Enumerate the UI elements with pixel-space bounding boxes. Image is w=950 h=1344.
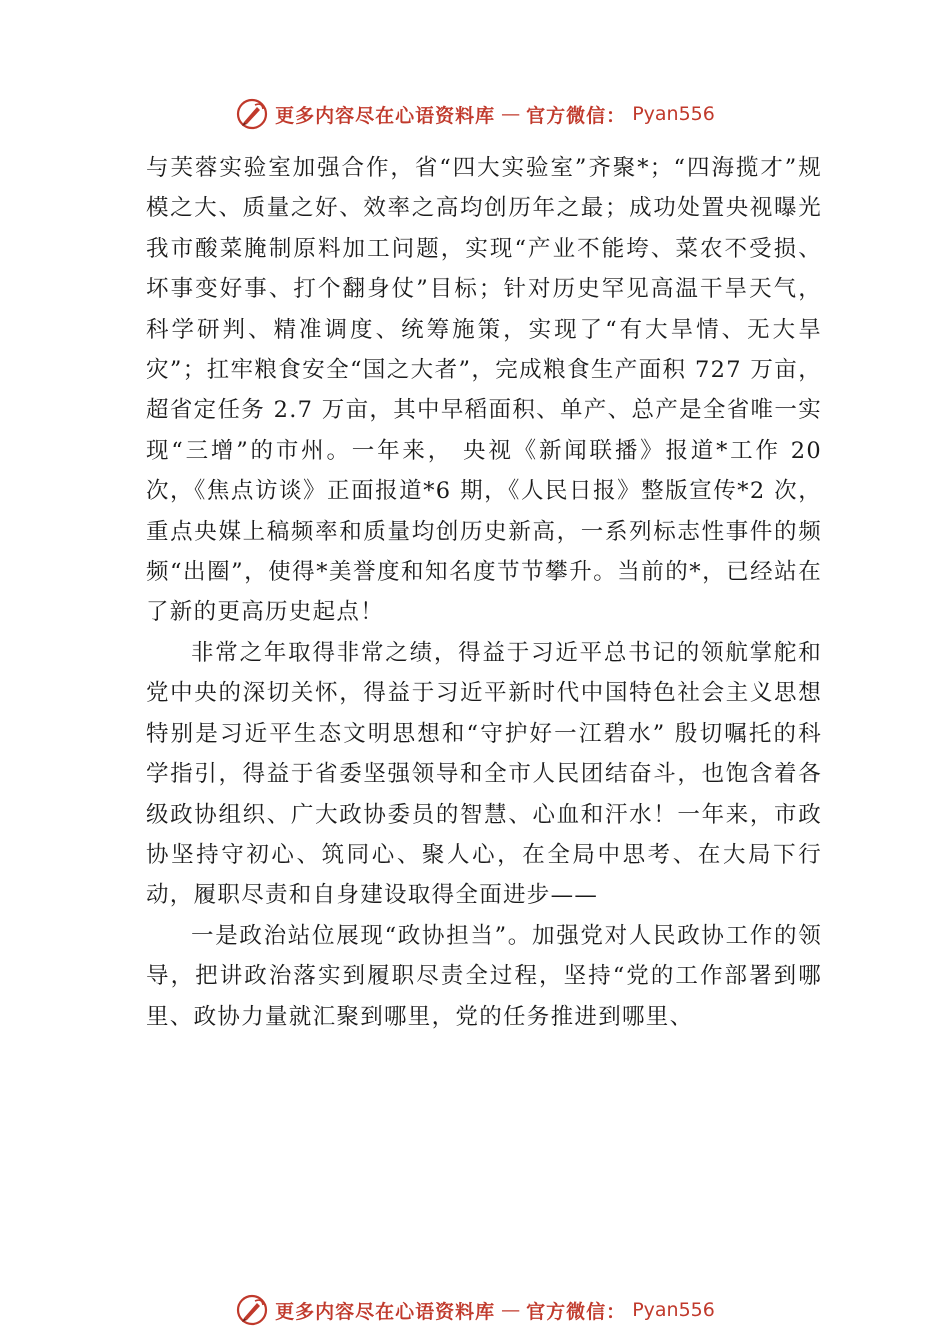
watermark-separator: — bbox=[501, 103, 521, 125]
paragraph-1: 与芙蓉实验室加强合作，省“四大实验室”齐聚*；“四海揽才”规模之大、质量之好、效率之高均创历年之最；成功处置央视曝光我市酸菜腌制原料加工问题，实现“产业不能垮、菜农不受损、坏事变好事、打个翻身仗”目标；针对历史罕见高温干旱天气，科学研判、精准调度、统筹施策，实现了“有大旱情、无大旱灾”；扛牢粮食安全“国之大者”，完成粮食生产面积 727 万亩，超省定任务 2.7 万亩，其中早稻面积、单产、总产是全省唯一实现“三增”的市州。一年来， 央视《新闻联播》报道*工作 20 次，《焦点访谈》正面报道*6 期，《人民日报》整版宣传*2 次，重点央媒上稿频率和质量均创历史新高，一系列标志性事件的频频“出圈”，使得*美誉度和知名度节节攀升。当前的*，已经站在了新的更高历史起点！ bbox=[146, 155, 822, 626]
watermark-account: Pyan556 bbox=[632, 1299, 715, 1321]
pen-logo-icon bbox=[235, 97, 269, 131]
watermark-separator: — bbox=[501, 1299, 521, 1321]
watermark-label: 官方微信： bbox=[526, 1300, 627, 1323]
watermark-account: Pyan556 bbox=[632, 103, 715, 125]
document-body bbox=[146, 148, 822, 1037]
watermark-text: 更多内容尽在心语资料库 bbox=[275, 104, 496, 127]
pen-logo-icon bbox=[235, 1293, 269, 1327]
header-watermark bbox=[0, 94, 950, 134]
watermark-text: 更多内容尽在心语资料库 bbox=[275, 1300, 496, 1323]
footer-watermark bbox=[0, 1290, 950, 1330]
watermark-label: 官方微信： bbox=[526, 104, 627, 127]
paragraph-2: 非常之年取得非常之绩，得益于习近平总书记的领航掌舵和党中央的深切关怀，得益于习近平新时代中国特色社会主义思想特别是习近平生态文明思想和“守护好一江碧水” 殷切嘱托的科学指引，得益于省委坚强领导和全市人民团结奋斗，也饱含着各级政协组织、广大政协委员的智慧、心血和汗水！一年来，市政协坚持守初心、筑同心、聚人心，在全局中思考、在大局下行动，履职尽责和自身建设取得全面进步—— bbox=[146, 639, 822, 909]
paragraph-3: 一是政治站位展现“政协担当”。加强党对人民政协工作的领导，把讲政治落实到履职尽责全过程，坚持“党的工作部署到哪里、政协力量就汇聚到哪里，党的任务推进到哪里、 bbox=[146, 922, 822, 1030]
